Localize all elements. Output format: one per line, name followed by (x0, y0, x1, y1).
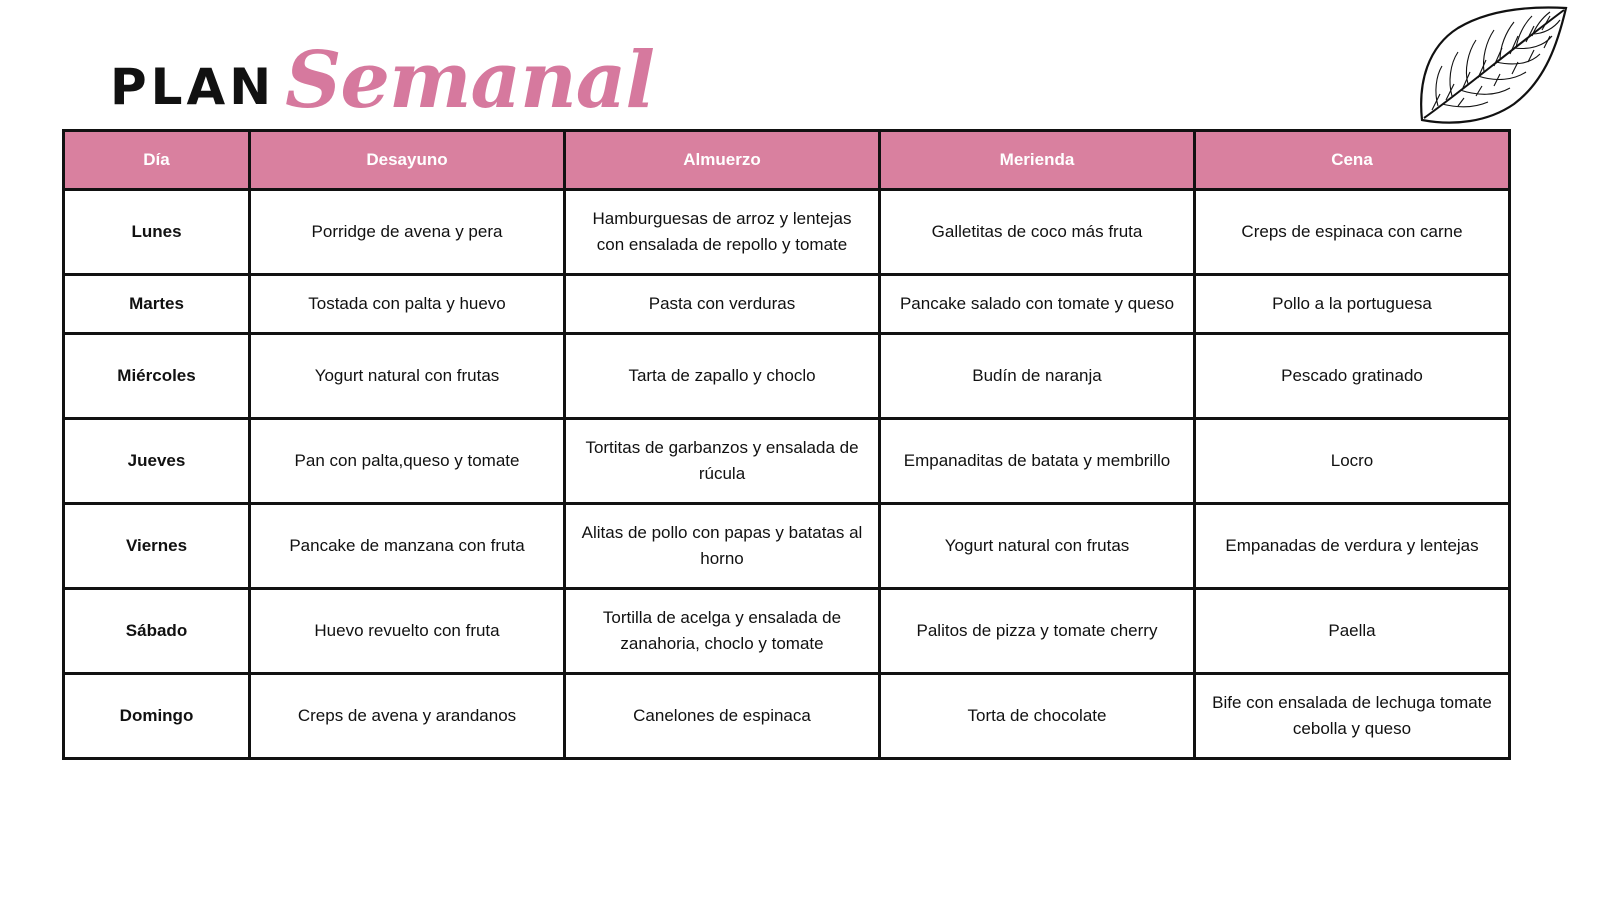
weekly-plan-table (62, 129, 1508, 760)
table-row (64, 190, 1510, 275)
header-merienda: Merienda (880, 131, 1195, 190)
day-cell: Jueves (64, 419, 250, 504)
desayuno-cell: Creps de avena y arandanos (250, 674, 565, 759)
header-desayuno: Desayuno (250, 131, 565, 190)
cena-cell: Empanadas de verdura y lentejas (1195, 504, 1510, 589)
cena-cell: Pescado gratinado (1195, 334, 1510, 419)
desayuno-cell: Porridge de avena y pera (250, 190, 565, 275)
table-row (64, 674, 1510, 759)
header-cena: Cena (1195, 131, 1510, 190)
title-plan: PLAN (110, 58, 276, 116)
table-row (64, 589, 1510, 674)
table-row (64, 419, 1510, 504)
cena-cell: Pollo a la portuguesa (1195, 275, 1510, 334)
merienda-cell: Yogurt natural con frutas (880, 504, 1195, 589)
table-row (64, 275, 1510, 334)
almuerzo-cell: Tortitas de garbanzos y ensalada de rúcula (565, 419, 880, 504)
day-cell: Domingo (64, 674, 250, 759)
almuerzo-cell: Canelones de espinaca (565, 674, 880, 759)
header-almuerzo: Almuerzo (565, 131, 880, 190)
almuerzo-cell: Alitas de pollo con papas y batatas al horno (565, 504, 880, 589)
cena-cell: Creps de espinaca con carne (1195, 190, 1510, 275)
almuerzo-cell: Tarta de zapallo y choclo (565, 334, 880, 419)
almuerzo-cell: Tortilla de acelga y ensalada de zanahoria, choclo y tomate (565, 589, 880, 674)
table-row (64, 334, 1510, 419)
cena-cell: Locro (1195, 419, 1510, 504)
day-cell: Miércoles (64, 334, 250, 419)
merienda-cell: Pancake salado con tomate y queso (880, 275, 1195, 334)
day-cell: Sábado (64, 589, 250, 674)
desayuno-cell: Yogurt natural con frutas (250, 334, 565, 419)
almuerzo-cell: Pasta con verduras (565, 275, 880, 334)
day-cell: Lunes (64, 190, 250, 275)
merienda-cell: Budín de naranja (880, 334, 1195, 419)
desayuno-cell: Tostada con palta y huevo (250, 275, 565, 334)
merienda-cell: Galletitas de coco más fruta (880, 190, 1195, 275)
desayuno-cell: Pancake de manzana con fruta (250, 504, 565, 589)
table-header-row (64, 131, 1510, 190)
merienda-cell: Empanaditas de batata y membrillo (880, 419, 1195, 504)
desayuno-cell: Pan con palta,queso y tomate (250, 419, 565, 504)
cena-cell: Bife con ensalada de lechuga tomate cebolla y queso (1195, 674, 1510, 759)
title-semanal: Semanal (285, 35, 654, 126)
header-dia: Día (64, 131, 250, 190)
day-cell: Martes (64, 275, 250, 334)
merienda-cell: Palitos de pizza y tomate cherry (880, 589, 1195, 674)
cena-cell: Paella (1195, 589, 1510, 674)
day-cell: Viernes (64, 504, 250, 589)
merienda-cell: Torta de chocolate (880, 674, 1195, 759)
leaf-icon (1418, 2, 1570, 126)
table-row (64, 504, 1510, 589)
almuerzo-cell: Hamburguesas de arroz y lentejas con ensalada de repollo y tomate (565, 190, 880, 275)
page-title (110, 35, 654, 126)
desayuno-cell: Huevo revuelto con fruta (250, 589, 565, 674)
